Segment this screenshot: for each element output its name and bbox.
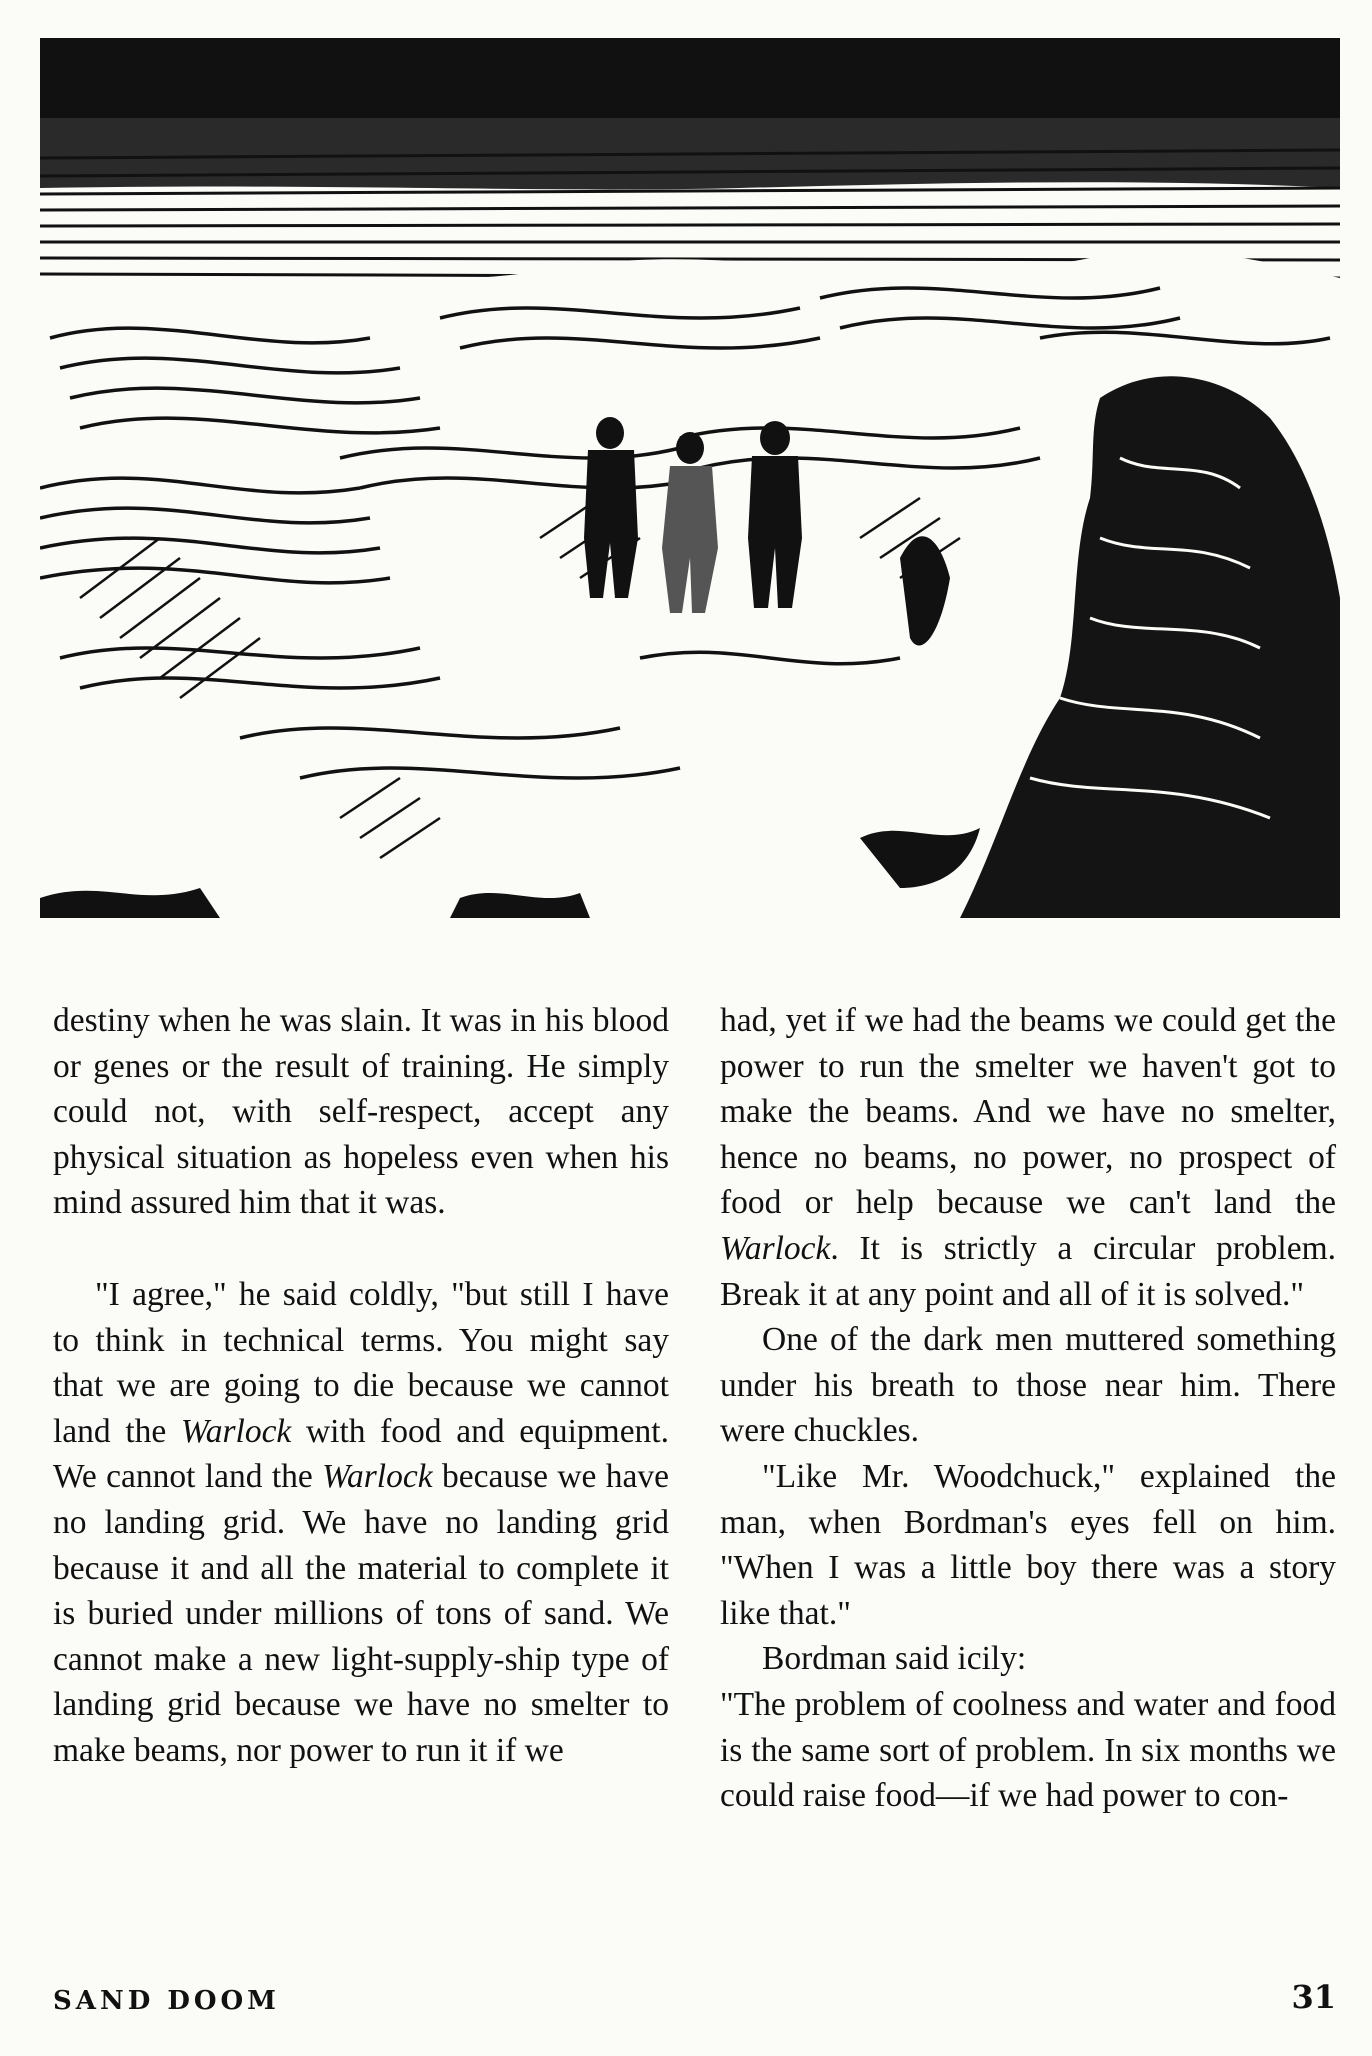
warlock-title: Warlock: [180, 1412, 292, 1450]
right-paragraph-3: "Like Mr. Woodchuck," explained the man, when Bordman's eyes fell on him. "When I was a little boy there was a story like that.": [720, 1457, 1336, 1632]
warlock-title: Warlock: [720, 1229, 831, 1267]
right-paragraph-1-part-a: had, yet if we had the beams we could get the power to run the smelter we haven't got to make the beams. And we have no smelter, hence no beams, no power, no prospect of food or help because we can't land the: [720, 1002, 1336, 1222]
desert-dunes-illustration-icon: [40, 38, 1340, 918]
page-number: 31: [1291, 1978, 1336, 2016]
left-paragraph-2: [53, 1272, 669, 1774]
running-footer-title: SAND DOOM: [53, 1986, 280, 2016]
warlock-title: Warlock: [322, 1458, 433, 1496]
left-paragraph-2-part-c: because we have no landing grid. We have no landing grid because it and all the material to complete it is buried under millions of tons of sand. We cannot make a new light-supply-ship type of landing grid because we have no smelter to make beams, nor power to run it if we: [53, 1458, 670, 1769]
right-paragraph-4: Bordman said icily:: [762, 1640, 1027, 1678]
right-column: [720, 998, 1336, 1819]
right-paragraph-2: One of the dark men muttered something under his breath to those near him. There were chuckles.: [720, 1321, 1336, 1450]
right-paragraph-1-part-b: . It is strictly a circular problem. Break it at any point and all of it is solved.": [720, 1229, 1336, 1313]
left-paragraph-2-part-b: with food and equipment. We cannot land the: [53, 1412, 669, 1496]
right-paragraph-1: [720, 998, 1336, 1317]
left-column: [53, 998, 669, 1774]
left-paragraph-2-part-a: "I agree," he said coldly, "but still I have to think in technical terms. You might say that we are going to die because we cannot land the: [53, 1275, 669, 1450]
left-paragraph-1: destiny when he was slain. It was in his blood or genes or the result of training. He simply could not, with self-respect, accept any physical situation as hopeless even when his mind assured him that it was.: [53, 1002, 669, 1222]
right-paragraph-5: "The problem of coolness and water and food is the same sort of problem. In six months we could raise food—if we had power to con-: [720, 1685, 1336, 1815]
desert-illustration: [40, 38, 1340, 918]
